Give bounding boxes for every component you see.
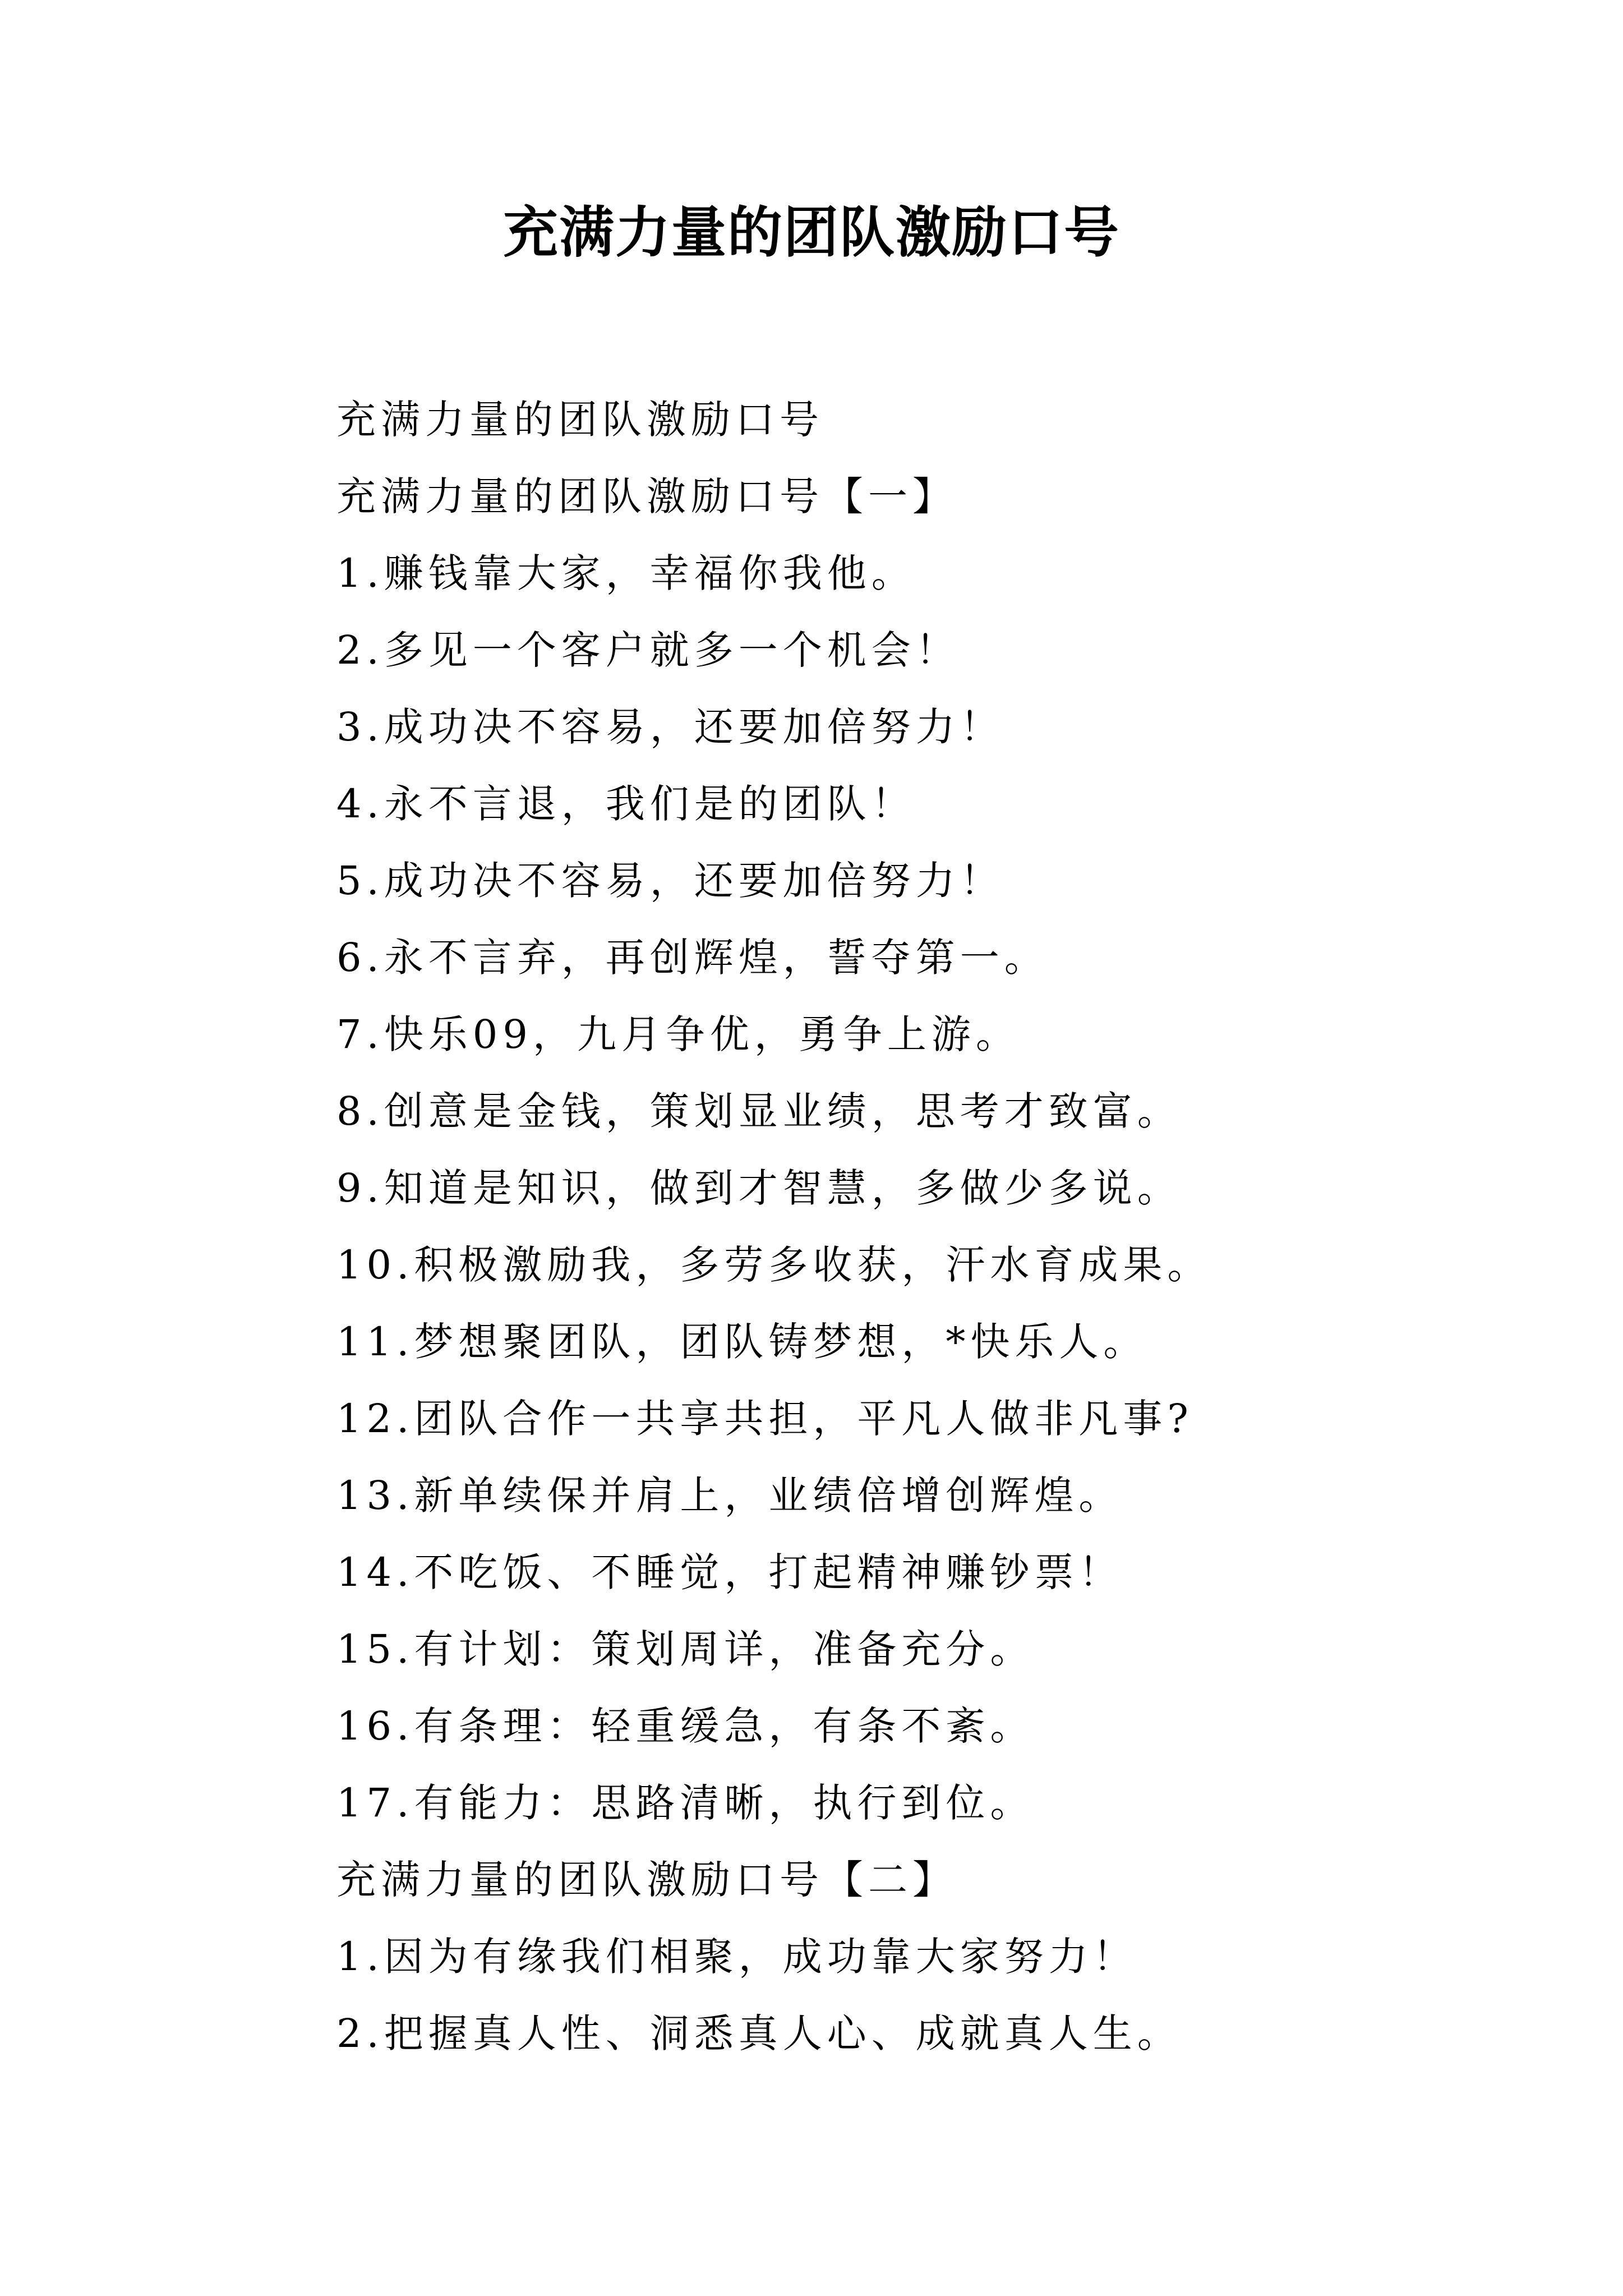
document-title: 充满力量的团队激励口号 [502, 200, 1120, 265]
slogan-line: 14.不吃饭、不睡觉，打起精神赚钞票！ [336, 1549, 1123, 1595]
slogan-line: 15.有计划：策划周详，准备充分。 [336, 1626, 1035, 1672]
section-heading-1: 充满力量的团队激励口号【一】 [336, 473, 957, 519]
slogan-line: 16.有条理：轻重缓急，有条不紊。 [336, 1703, 1035, 1749]
slogan-line: 10.积极激励我，多劳多收获，汗水育成果。 [336, 1242, 1212, 1288]
slogan-line: 9.知道是知识，做到才智慧，多做少多说。 [336, 1165, 1182, 1211]
slogan-line: 2.把握真人性、洞悉真人心、成就真人生。 [336, 2010, 1182, 2056]
document-body [336, 381, 1570, 2072]
slogan-line: 5.成功决不容易，还要加倍努力！ [336, 858, 1004, 904]
slogan-line: 1.因为有缘我们相聚，成功靠大家努力！ [336, 1934, 1137, 1980]
slogan-line: 13.新单续保并肩上，业绩倍增创辉煌。 [336, 1473, 1123, 1519]
slogan-line: 2.多见一个客户就多一个机会！ [336, 627, 960, 673]
slogan-line: 12.团队合作一共享共担，平凡人做非凡事? [336, 1396, 1193, 1442]
slogan-line: 17.有能力：思路清晰，执行到位。 [336, 1780, 1035, 1826]
slogan-line: 1.赚钱靠大家，幸福你我他。 [336, 550, 916, 596]
slogan-line: 8.创意是金钱，策划显业绩，思考才致富。 [336, 1088, 1182, 1134]
intro-heading: 充满力量的团队激励口号 [336, 397, 824, 443]
slogan-line: 11.梦想聚团队，团队铸梦想，*快乐人。 [336, 1319, 1148, 1365]
section-heading-2: 充满力量的团队激励口号【二】 [336, 1857, 957, 1903]
slogan-line: 6.永不言弃，再创辉煌，誓夺第一。 [336, 935, 1049, 981]
slogan-line: 7.快乐09，九月争优，勇争上游。 [336, 1011, 1020, 1057]
slogan-line: 4.永不言退，我们是的团队！ [336, 781, 916, 827]
slogan-line: 3.成功决不容易，还要加倍努力！ [336, 704, 1004, 750]
